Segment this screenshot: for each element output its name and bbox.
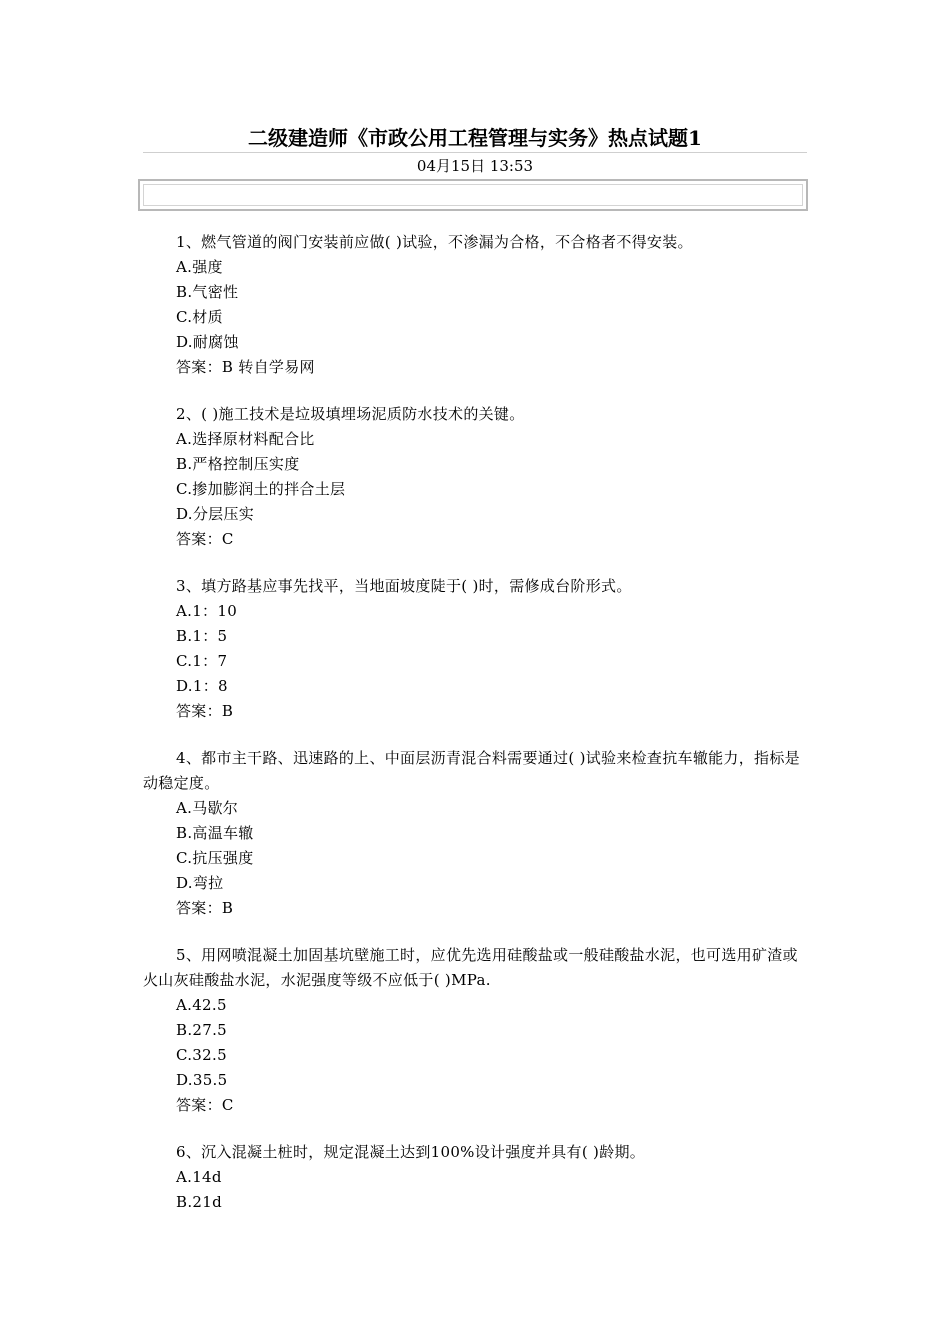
question-item bbox=[143, 230, 807, 380]
empty-frame-inner bbox=[143, 184, 803, 206]
empty-frame-box bbox=[138, 179, 808, 211]
question-option: B.气密性 bbox=[176, 283, 239, 301]
question-option: C.材质 bbox=[176, 308, 223, 326]
question-option: B.21d bbox=[176, 1193, 222, 1211]
question-answer: 答案：B 转自学易网 bbox=[176, 358, 315, 376]
question-item bbox=[143, 1140, 807, 1215]
question-item bbox=[143, 943, 807, 1118]
question-option: D.耐腐蚀 bbox=[176, 333, 239, 351]
question-option: A.1：10 bbox=[176, 602, 238, 620]
question-option: A.选择原材料配合比 bbox=[176, 430, 315, 448]
question-answer: 答案：C bbox=[176, 1096, 234, 1114]
question-stem: 2、( )施工技术是垃圾填埋场泥质防水技术的关键。 bbox=[176, 405, 525, 423]
question-option: D.1：8 bbox=[176, 677, 228, 695]
question-answer: 答案：B bbox=[176, 702, 234, 720]
question-option: A.14d bbox=[176, 1168, 222, 1186]
question-option: B.高温车辙 bbox=[176, 824, 254, 842]
question-option: C.抗压强度 bbox=[176, 849, 254, 867]
question-option: D.35.5 bbox=[176, 1071, 228, 1089]
question-stem: 1、燃气管道的阀门安装前应做( )试验，不渗漏为合格，不合格者不得安装。 bbox=[176, 233, 693, 251]
question-option: C.掺加膨润土的拌合土层 bbox=[176, 480, 346, 498]
question-option: A.马歇尔 bbox=[176, 799, 239, 817]
question-option: B.1：5 bbox=[176, 627, 228, 645]
question-option: A.42.5 bbox=[176, 996, 227, 1014]
post-datetime: 04月15日 13:53 bbox=[416, 157, 534, 175]
question-option: A.强度 bbox=[176, 258, 223, 276]
question-stem: 3、填方路基应事先找平，当地面坡度陡于( )时，需修成台阶形式。 bbox=[176, 577, 632, 595]
question-item bbox=[143, 402, 807, 552]
page-title: 二级建造师《市政公用工程管理与实务》热点试题1 bbox=[248, 126, 702, 150]
question-item bbox=[143, 574, 807, 724]
question-option: C.1：7 bbox=[176, 652, 228, 670]
question-option: D.分层压实 bbox=[176, 505, 255, 523]
question-list bbox=[143, 230, 807, 1237]
question-answer: 答案：C bbox=[176, 530, 234, 548]
question-option: C.32.5 bbox=[176, 1046, 227, 1064]
question-answer: 答案：B bbox=[176, 899, 234, 917]
question-item bbox=[143, 746, 807, 921]
question-stem: 6、沉入混凝土桩时，规定混凝土达到100%设计强度并具有( )龄期。 bbox=[176, 1143, 646, 1161]
question-stem: 4、都市主干路、迅速路的上、中面层沥青混合料需要通过( )试验来检查抗车辙能力，指标是动稳定度。 bbox=[143, 749, 800, 792]
title-divider bbox=[143, 152, 807, 153]
question-stem: 5、用网喷混凝土加固基坑壁施工时，应优先选用硅酸盐或一般硅酸盐水泥，也可选用矿渣或火山灰硅酸盐水泥，水泥强度等级不应低于( )MPa. bbox=[143, 946, 798, 989]
question-option: B.严格控制压实度 bbox=[176, 455, 300, 473]
question-option: D.弯拉 bbox=[176, 874, 224, 892]
question-option: B.27.5 bbox=[176, 1021, 227, 1039]
